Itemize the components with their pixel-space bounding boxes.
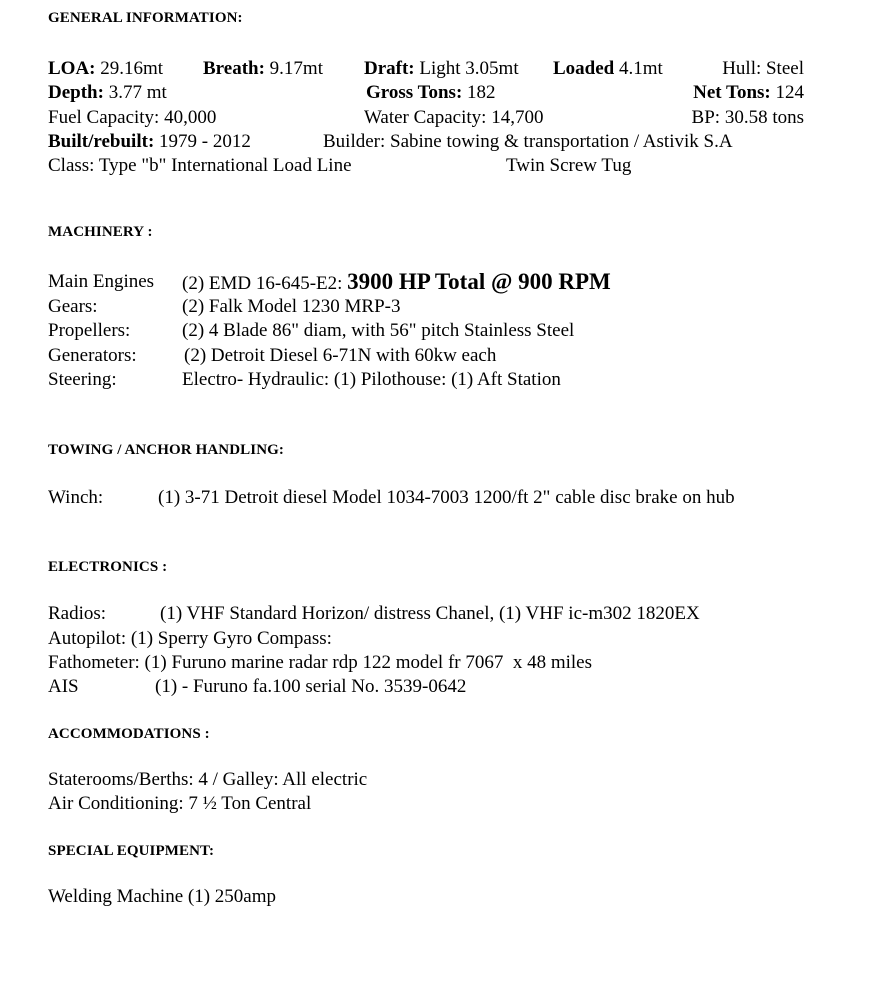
breath-value: 9.17mt — [264, 58, 323, 79]
main-engines-row — [48, 270, 804, 294]
ais-value: (1) - Furuno fa.100 serial No. 3539-0642 — [155, 676, 467, 697]
autopilot-row — [48, 627, 804, 651]
air-conditioning-row — [48, 792, 804, 816]
staterooms-row — [48, 768, 804, 792]
radios-label: Radios: — [48, 603, 107, 624]
net-tons-field — [693, 81, 804, 105]
radios-row — [48, 602, 804, 626]
general-row-tonnage — [48, 81, 804, 105]
accommodations-heading: ACCOMMODATIONS : — [48, 726, 210, 742]
built-field — [48, 130, 251, 154]
vessel-type: Twin Screw Tug — [506, 155, 632, 176]
gears-value: (2) Falk Model 1230 MRP-3 — [182, 296, 401, 317]
draft-field — [364, 57, 519, 81]
generators-label: Generators: — [48, 345, 137, 366]
water-capacity: Water Capacity: 14,700 — [364, 107, 544, 128]
general-row-builder — [48, 130, 804, 154]
steering-row — [48, 368, 804, 392]
winch-value: (1) 3-71 Detroit diesel Model 1034-7003 1200/ft 2" cable disc brake on hub — [158, 487, 735, 508]
generators-value: (2) Detroit Diesel 6-71N with 60kw each — [184, 345, 497, 366]
autopilot-text: Autopilot: (1) Sperry Gyro Compass: — [48, 628, 332, 649]
hull-field: Hull: Steel — [722, 58, 804, 79]
welding-text: Welding Machine (1) 250amp — [48, 886, 276, 907]
draft-value: Light 3.05mt — [414, 58, 519, 79]
generators-row — [48, 344, 804, 368]
built-label: Built/rebuilt: — [48, 131, 155, 152]
general-row-dimensions — [48, 57, 804, 81]
general-row-capacity — [48, 106, 804, 130]
machinery-heading: MACHINERY : — [48, 224, 153, 240]
breath-label: Breath: — [203, 58, 265, 79]
breath-field — [203, 57, 323, 81]
towing-heading: TOWING / ANCHOR HANDLING: — [48, 442, 284, 458]
gross-tons-label: Gross Tons: — [366, 82, 463, 103]
vessel-class: Class: Type "b" International Load Line — [48, 155, 352, 176]
depth-field — [48, 81, 167, 105]
gears-row — [48, 295, 804, 319]
electronics-heading: ELECTRONICS : — [48, 559, 168, 575]
gears-label: Gears: — [48, 296, 98, 317]
propellers-value: (2) 4 Blade 86" diam, with 56" pitch Stainless Steel — [182, 320, 575, 341]
air-conditioning-text: Air Conditioning: 7 ½ Ton Central — [48, 793, 312, 814]
welding-row — [48, 885, 804, 909]
steering-value: Electro- Hydraulic: (1) Pilothouse: (1) Aft Station — [182, 369, 561, 390]
main-engines-value — [182, 270, 611, 296]
ais-row — [48, 675, 804, 699]
draft-label: Draft: — [364, 58, 415, 79]
main-engines-power: 3900 HP Total @ 900 RPM — [347, 269, 611, 294]
loa-label: LOA: — [48, 58, 96, 79]
propellers-row — [48, 319, 804, 343]
depth-value: 3.77 mt — [103, 82, 167, 103]
steering-label: Steering: — [48, 369, 117, 390]
winch-row — [48, 486, 846, 510]
special-equipment-heading: SPECIAL EQUIPMENT: — [48, 843, 215, 859]
loaded-field — [553, 57, 663, 81]
general-row-class — [48, 154, 804, 178]
builder: Builder: Sabine towing & transportation / Astivik S.A — [323, 131, 733, 152]
propellers-label: Propellers: — [48, 320, 131, 341]
loa-value: 29.16mt — [95, 58, 164, 79]
ais-label: AIS — [48, 676, 79, 697]
built-value: 1979 - 2012 — [154, 131, 251, 152]
bollard-pull: BP: 30.58 tons — [691, 107, 804, 128]
loa-field — [48, 57, 163, 81]
depth-label: Depth: — [48, 82, 104, 103]
fuel-capacity: Fuel Capacity: 40,000 — [48, 107, 217, 128]
fathometer-row — [48, 651, 804, 675]
main-engines-label: Main Engines — [48, 271, 155, 292]
gross-tons-field — [366, 81, 496, 105]
staterooms-text: Staterooms/Berths: 4 / Galley: All electric — [48, 769, 368, 790]
net-tons-value: 124 — [770, 82, 804, 103]
loaded-label: Loaded — [553, 58, 615, 79]
gross-tons-value: 182 — [462, 82, 496, 103]
general-information-heading: GENERAL INFORMATION: — [48, 10, 243, 26]
net-tons-label: Net Tons: — [693, 82, 771, 103]
fathometer-text: Fathometer: (1) Furuno marine radar rdp 122 model fr 7067 x 48 miles — [48, 652, 593, 673]
radios-value: (1) VHF Standard Horizon/ distress Chanel, (1) VHF ic-m302 1820EX — [160, 603, 700, 624]
winch-label: Winch: — [48, 487, 104, 508]
main-engines-model: (2) EMD 16-645-E2: — [182, 273, 348, 294]
loaded-value: 4.1mt — [614, 58, 663, 79]
